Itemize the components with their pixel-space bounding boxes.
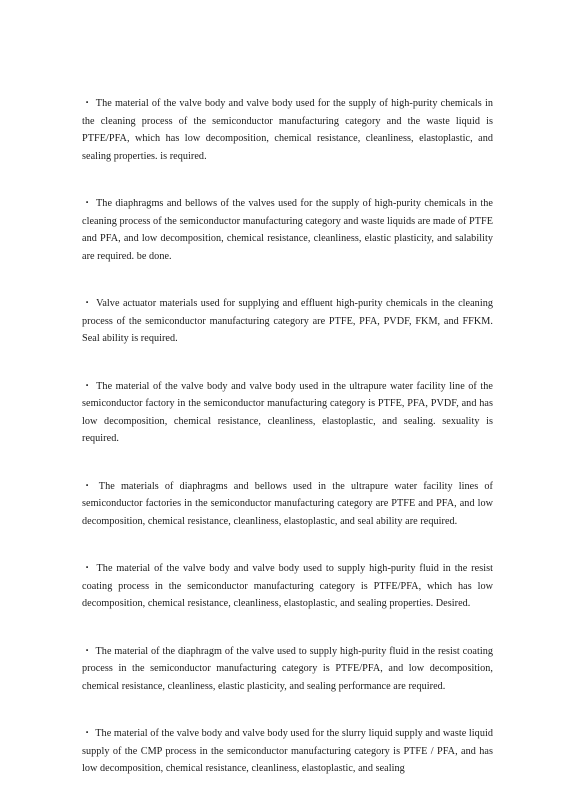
bullet-marker: ・	[82, 728, 93, 739]
bullet-marker: ・	[82, 298, 94, 309]
bullet-marker: ・	[82, 563, 94, 574]
paragraph-diaphragm-resist	[82, 643, 493, 696]
bullet-marker: ・	[82, 198, 94, 209]
bullet-marker: ・	[82, 380, 94, 392]
paragraph-text: The material of the diaphragm of the valve used to supply high-purity fluid in the resist coating process in the semiconductor manufacturing category is PTFE/PFA, and low decomposition, chemical resistance, cleanliness, elastic plasticity, and sealing performance are required.	[82, 645, 493, 692]
paragraph-valve-body-cleaning	[82, 95, 493, 165]
paragraph-diaphragms-ultrapure	[82, 478, 493, 531]
paragraph-text: The material of the valve body and valve body used to supply high-purity fluid in the resist coating process in the semiconductor manufacturing category is PTFE/PFA, which has low decomposition, chemical resistance, cleanliness, elastoplastic, and sealing properties. Desired.	[82, 563, 493, 609]
paragraph-actuator-materials	[82, 295, 493, 348]
paragraph-text: The material of the valve body and valve body used for the slurry liquid supply and waste liquid supply of the CMP process in the semiconductor manufacturing category is PTFE / PFA, and has low decomposition, chemical resistance, cleanliness, elastoplastic, and sealing	[82, 728, 493, 774]
paragraph-text: The diaphragms and bellows of the valves used for the supply of high-purity chemicals in the cleaning process of the semiconductor manufacturing category and waste liquids are made of PTFE and PFA, and low decomposition, chemical resistance, cleanliness, elastic plasticity, and salability are required. be done.	[82, 198, 493, 262]
paragraph-valve-body-cmp	[82, 725, 493, 778]
paragraph-text: Valve actuator materials used for supplying and effluent high-purity chemicals in the cleaning process of the semiconductor manufacturing category are PTFE, PFA, PVDF, FKM, and FFKM. Seal ability is required.	[82, 298, 493, 344]
paragraph-text: The material of the valve body and valve body used for the supply of high-purity chemicals in the cleaning process of the semiconductor manufacturing category and the waste liquid is PTFE/PFA, which has low decomposition, chemical resistance, cleanliness, elastoplastic, and sealing properties. is required.	[82, 98, 493, 162]
document-page	[82, 95, 493, 778]
paragraph-valve-body-resist	[82, 560, 493, 613]
bullet-marker: ・	[82, 480, 96, 492]
bullet-marker: ・	[82, 98, 93, 109]
paragraph-text: The materials of diaphragms and bellows used in the ultrapure water facility lines of semiconductor factories in the semiconductor manufacturing category are PTFE and PFA, and low decomposition, chemical resistance, cleanliness, elastoplastic, and seal ability are required.	[82, 480, 493, 527]
paragraph-text: The material of the valve body and valve body used in the ultrapure water facility line of the semiconductor factory in the semiconductor manufacturing category is PTFE, PFA, PVDF, and has low decomposition, chemical resistance, cleanliness, elastoplastic, and sealing. sexuality is required.	[82, 380, 493, 444]
paragraph-valve-body-ultrapure	[82, 378, 493, 448]
paragraph-diaphragms-cleaning	[82, 195, 493, 265]
bullet-marker: ・	[82, 645, 93, 657]
